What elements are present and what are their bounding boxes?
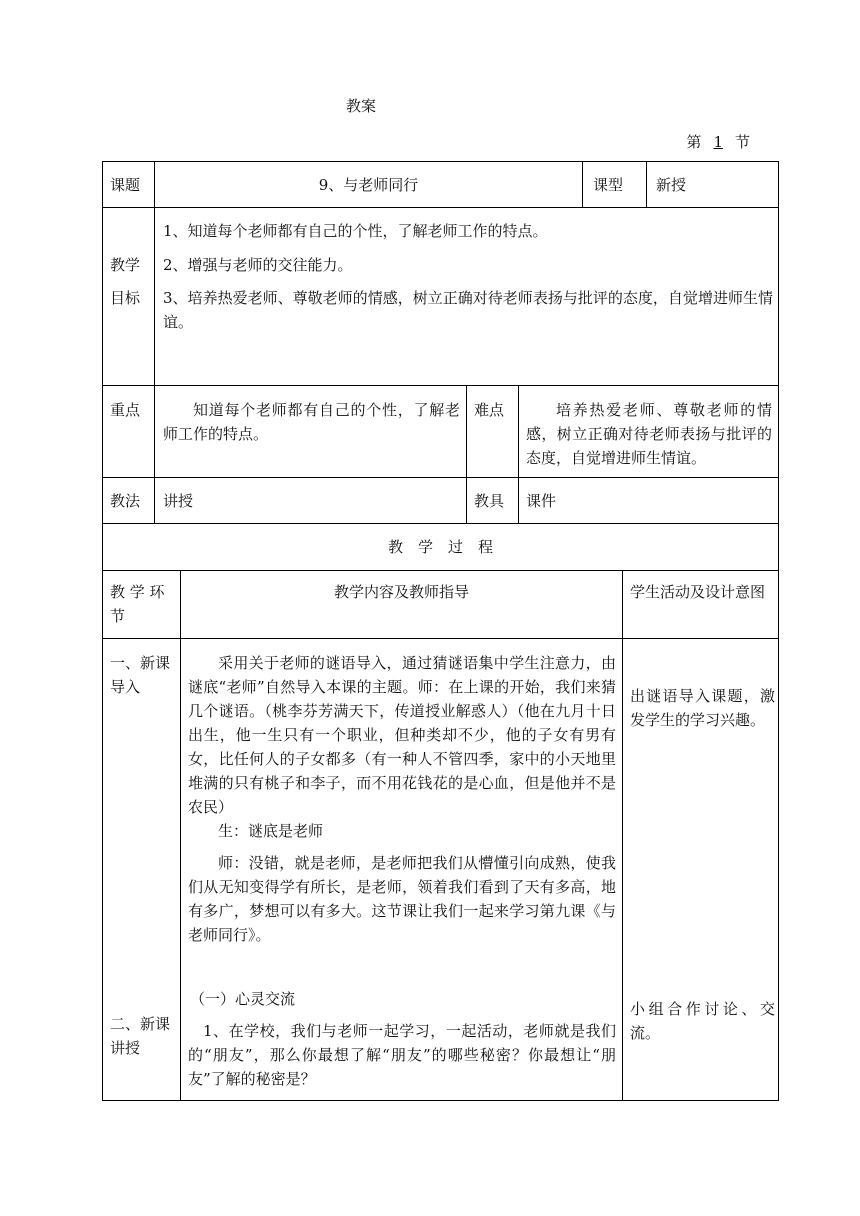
section-suffix: 节 [734, 133, 750, 151]
method-value: 讲授 [163, 492, 194, 510]
method-label: 教法 [110, 492, 141, 510]
goals-label-line1: 教学 [110, 256, 141, 274]
col2-header: 教学内容及教师指导 [333, 583, 469, 601]
goal-item-3: 3、培养热爱老师、尊敬老师的情感，树立正确对待老师表扬与批评的态度，自觉增进师生情谊。 [163, 289, 773, 331]
topic-value: 9、与老师同行 [318, 176, 419, 194]
difficulty-text: 培养热爱老师、尊敬老师的情感，树立正确对待老师表扬与批评的态度，自觉增进师生情谊。 [526, 401, 772, 467]
stage2-subheading: （一）心灵交流 [190, 990, 296, 1008]
section-number [686, 131, 750, 152]
goals-label-line2: 目标 [110, 289, 141, 307]
tools-value-cell [518, 477, 779, 524]
stage1-paragraph-1: 采用关于老师的谜语导入，通过猜谜语集中学生注意力，由谜底“老师”自然导入本课的主题。师：在上课的开始，我们来猜几个谜语。（桃李芬芳满天下，传道授业解惑人）（他在九月十日出生，他一生只有一个职业，但种类却不少，他的子女有男有女，比任何人的子女都多（有一种人不管四季，家中的小天地里堆满的只有桃子和李子，而不用花钱花的是心血，但是他并不是农民） [188, 654, 616, 816]
topic-label: 课题 [110, 176, 141, 194]
type-value: 新授 [656, 176, 687, 194]
section-number-value: 1 [713, 133, 723, 151]
stage1-paragraph-3: 师：没错，就是老师，是老师把我们从懵懂引向成熟，使我们从无知变得学有所长，是老师，领着我们看到了天有多高，地有多广，梦想可以有多大。这节课让我们一起来学习第九课《与老师同行》。 [188, 854, 616, 944]
col1-header: 教 学 环节 [110, 583, 165, 625]
type-label: 课型 [593, 176, 624, 194]
stage2-activity: 小组合作讨论、交流。 [630, 1000, 775, 1042]
section-prefix: 第 [686, 133, 702, 151]
stage2-label: 二、新课讲授 [110, 1015, 171, 1057]
tools-label: 教具 [474, 492, 505, 510]
tools-value: 课件 [526, 492, 557, 510]
document-title: 教案 [346, 97, 377, 115]
method-value-cell [154, 477, 467, 524]
process-heading: 教 学 过 程 [387, 538, 493, 556]
stage1-paragraph-2: 生：谜底是老师 [218, 822, 324, 840]
goal-item-1: 1、知道每个老师都有自己的个性，了解老师工作的特点。 [163, 222, 548, 240]
stage1-activity: 出谜语导入课题，激发学生的学习兴趣。 [630, 687, 775, 729]
stage2-paragraph: 1、在学校，我们与老师一起学习，一起活动，老师就是我们的“朋友”，那么你最想了解“朋友”的哪些秘密？你最想让“朋友”了解的秘密是？ [188, 1022, 616, 1088]
difficulty-label: 难点 [474, 401, 505, 419]
key-text: 知道每个老师都有自己的个性，了解老师工作的特点。 [163, 401, 460, 443]
key-label: 重点 [110, 401, 141, 419]
stage1-label: 一、新课导入 [110, 654, 171, 696]
goal-item-2: 2、增强与老师的交往能力。 [163, 256, 353, 274]
col3-header: 学生活动及设计意图 [630, 583, 766, 601]
